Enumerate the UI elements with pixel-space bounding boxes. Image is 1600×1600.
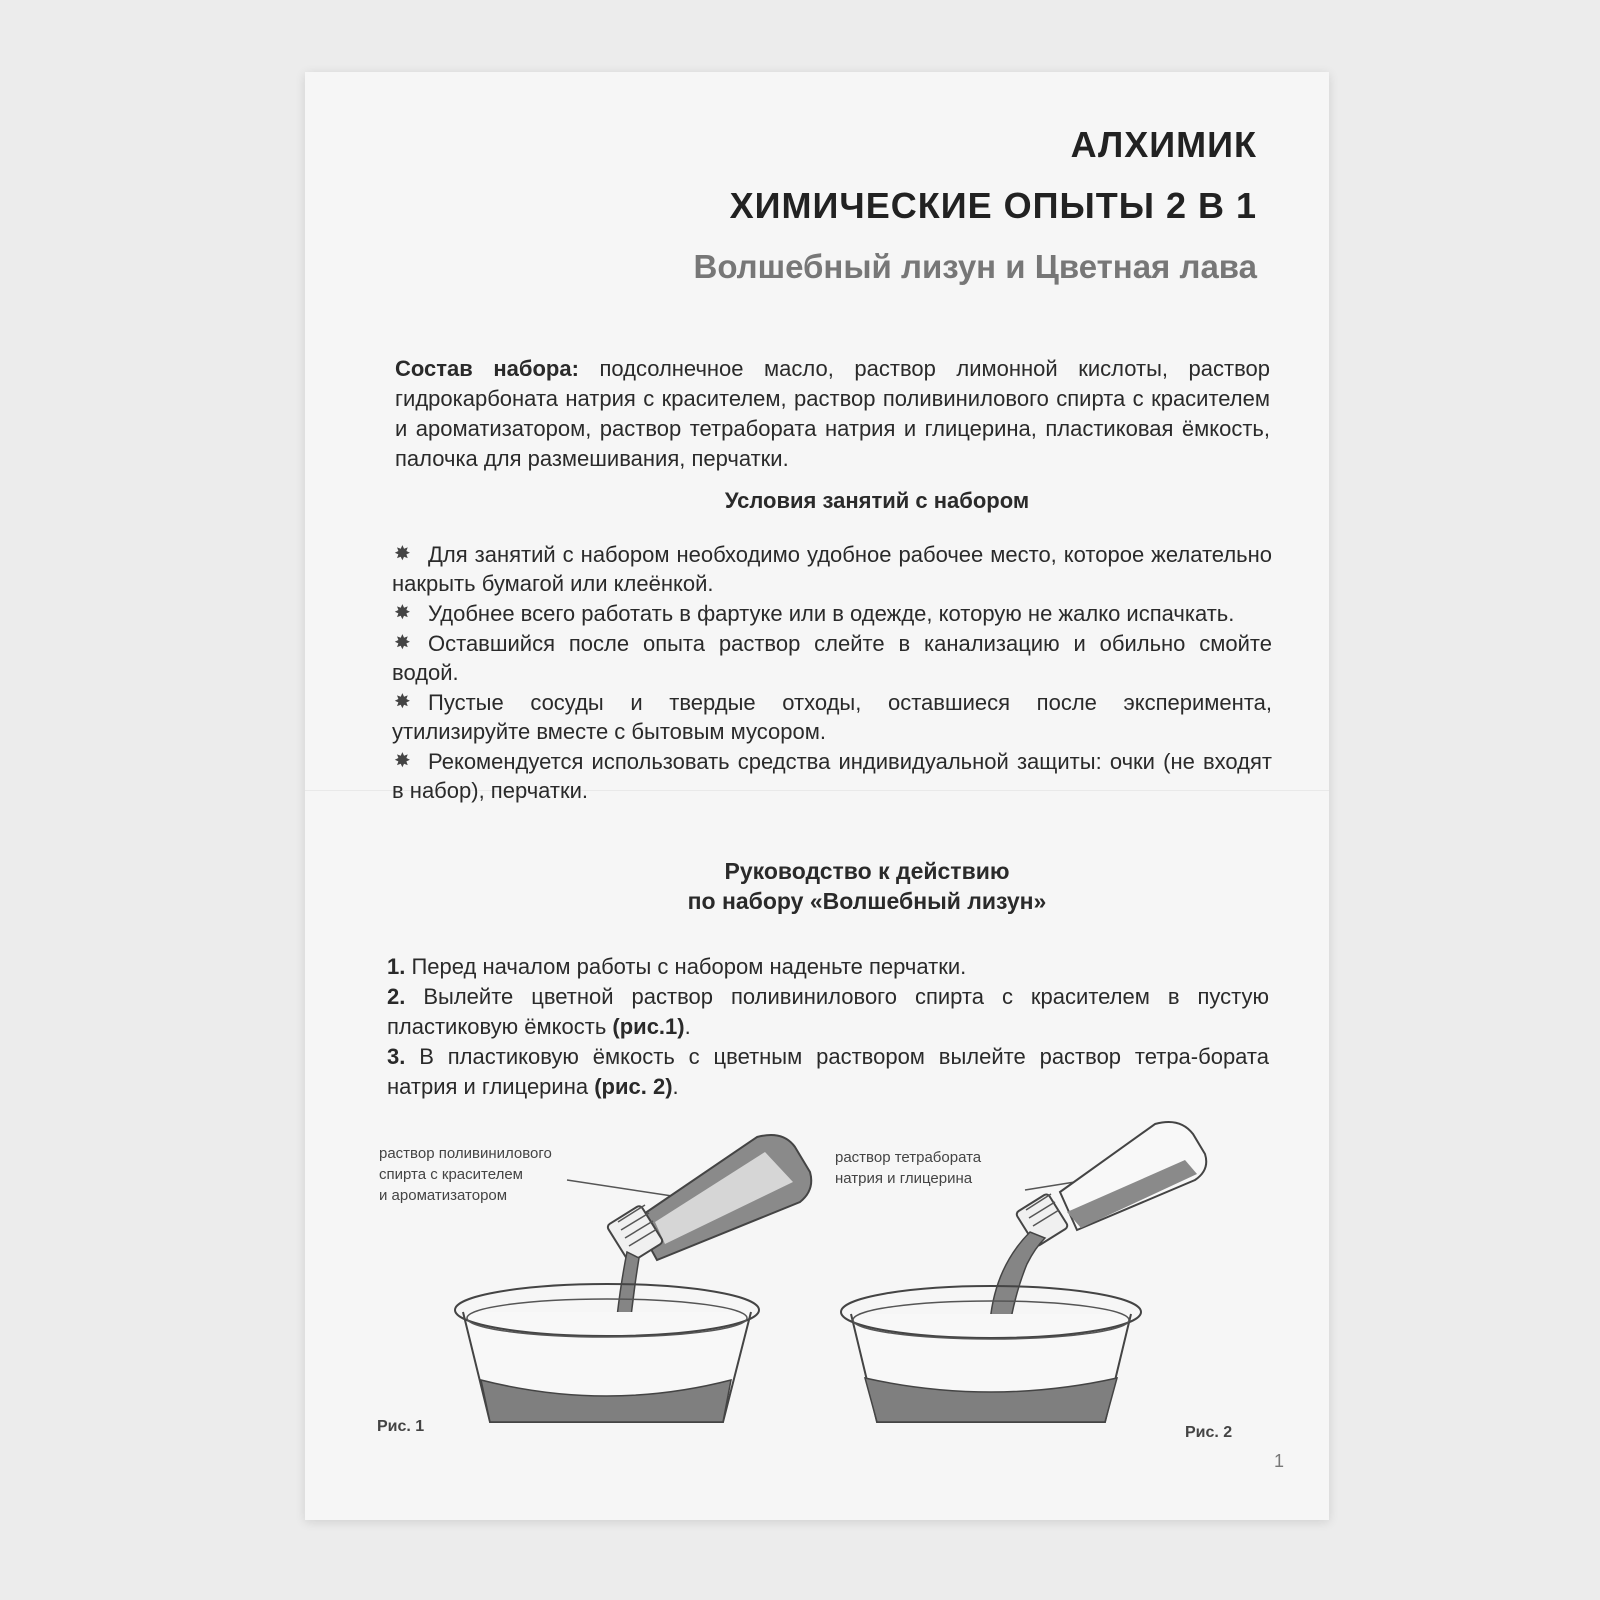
bullet-icon: ✸ <box>394 632 411 654</box>
brand-title: АЛХИМИК <box>1070 124 1257 165</box>
bullet-icon: ✸ <box>394 602 411 624</box>
figure-1-label: раствор поливинилового спирта с красителем и ароматизатором <box>379 1145 552 1204</box>
condition-item: ✸ Рекомендуется использовать средства индивидуальной защиты: очки (не входят в набор), перчатки. <box>392 749 1272 803</box>
step-item: 1. Перед началом работы с набором наденьте перчатки. <box>387 954 967 979</box>
bullet-icon: ✸ <box>394 691 411 713</box>
conditions-title: Условия занятий с набором <box>724 488 1030 513</box>
step-item: 3. В пластиковую ёмкость с цветным раствором вылейте раствор тетра-бората натрия и глицерина (рис. 2). <box>387 1044 1269 1099</box>
condition-item: ✸ Удобнее всего работать в фартуке или в одежде, которую не жалко испачкать. <box>394 601 1235 626</box>
condition-item: ✸ Оставшийся после опыта раствор слейте в канализацию и обильно смойте водой. <box>392 631 1272 685</box>
bullet-icon: ✸ <box>394 750 411 772</box>
condition-item: ✸ Для занятий с набором необходимо удобное рабочее место, которое желательно накрыть бумагой или клеёнкой. <box>392 542 1272 596</box>
figure-1-caption: Рис. 1 <box>377 1418 425 1435</box>
condition-item: ✸ Пустые сосуды и твердые отходы, оставшиеся после эксперимента, утилизируйте вместе с бытовым мусором. <box>392 690 1272 744</box>
step-item: 2. Вылейте цветной раствор поливинилового спирта с красителем в пустую пластиковую ёмкость (рис.1). <box>387 984 1269 1039</box>
bullet-icon: ✸ <box>394 543 411 565</box>
figure-2-caption: Рис. 2 <box>1185 1424 1233 1441</box>
figure-2-label: раствор тетрабората натрия и глицерина <box>835 1149 982 1187</box>
kit-subtitle: Волшебный лизун и Цветная лава <box>693 248 1257 285</box>
instruction-sheet <box>305 72 1329 1520</box>
guide-title: Руководство к действию по набору «Волшебный лизун» <box>687 858 1047 914</box>
composition-text: подсолнечное масло, раствор лимонной кислоты, раствор гидрокарбоната натрия с красителем, раствор поливинилового спирта с красителем и ароматизатором, раствор тетрабората натрия и глицерина, пластиковая ёмкость, палочка для размешивания, перчатки. <box>395 356 1270 471</box>
composition-label: Состав набора: <box>395 356 579 381</box>
kit-title: ХИМИЧЕСКИЕ ОПЫТЫ 2 В 1 <box>729 185 1257 226</box>
page-number: 1 <box>1273 1451 1284 1471</box>
pouring-illustrations <box>305 72 1329 1520</box>
